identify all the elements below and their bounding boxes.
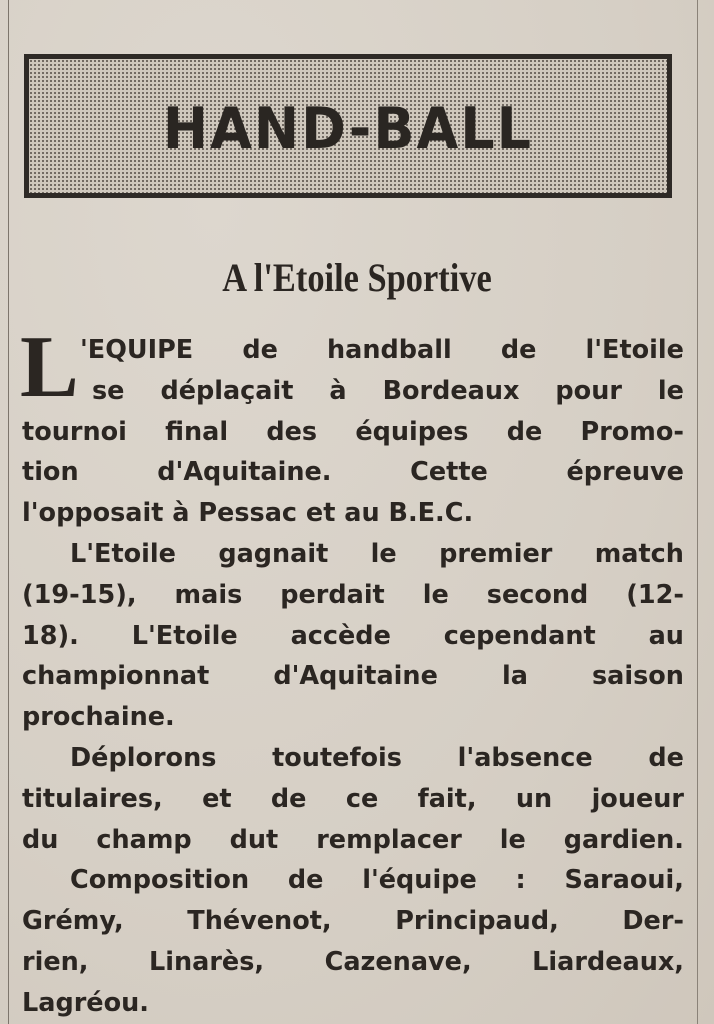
article-word: saison <box>591 661 684 692</box>
article-word: et <box>202 783 232 814</box>
article-word: remplacer <box>316 824 462 855</box>
article-word: (12- <box>626 579 684 610</box>
article-line: prochaine. <box>22 702 175 733</box>
article-word: toutefois <box>272 742 402 773</box>
article-word: Principaud, <box>395 906 559 937</box>
article-word: tion <box>22 457 79 488</box>
article-word: le <box>499 824 526 855</box>
article-word: d'Aquitaine. <box>157 457 332 488</box>
article-word: Der- <box>622 906 684 937</box>
article-word: L'Etoile <box>131 620 238 651</box>
article-word: des <box>266 416 318 447</box>
article-line <box>22 656 684 697</box>
article-word: l'absence <box>457 742 593 773</box>
article-line <box>22 779 684 820</box>
article-word: Promo- <box>580 416 684 447</box>
article-word: l'équipe <box>362 865 477 896</box>
article-word: cependant <box>443 620 596 651</box>
article-word: handball <box>327 335 452 365</box>
article-word: (19-15), <box>22 579 137 610</box>
article-word: gardien. <box>563 824 684 855</box>
article-word: de <box>506 416 543 447</box>
article-word: au <box>648 620 684 651</box>
article-word: l'Etoile <box>585 335 684 365</box>
article-word: se <box>92 375 125 406</box>
article-word: Linarès, <box>148 946 265 977</box>
article-word: L'Etoile <box>70 538 176 569</box>
article-word: le <box>370 538 397 569</box>
article-word: épreuve <box>566 457 684 488</box>
article-word: Déplorons <box>70 742 217 773</box>
article-word: final <box>165 416 229 447</box>
article-line <box>22 534 684 575</box>
column-rule-right <box>697 0 698 1024</box>
article-word: champ <box>96 824 192 855</box>
article-word: Thévenot, <box>187 906 332 937</box>
article-word: le <box>657 375 684 406</box>
article-word: match <box>594 538 684 569</box>
article-word: dut <box>229 824 279 855</box>
article-word: tournoi <box>22 416 127 447</box>
article-word: de <box>287 865 324 896</box>
article-word: Grémy, <box>22 906 124 937</box>
article-headline: A l'Etoile Sportive <box>222 255 492 300</box>
article-word: à <box>329 375 347 406</box>
article-word: Liardeaux, <box>532 946 684 977</box>
article-line <box>22 412 684 453</box>
article-word: : <box>515 865 526 896</box>
article-word: Bordeaux <box>382 375 520 406</box>
article-word: titulaires, <box>22 783 163 814</box>
article-line <box>22 575 684 616</box>
article-word: de <box>648 742 684 773</box>
article-line <box>22 738 684 779</box>
article-body <box>20 319 684 1024</box>
article-word: 18). <box>22 620 79 651</box>
article-word: le <box>422 579 449 610</box>
article-word: rien, <box>22 946 89 977</box>
article-word: fait, <box>417 783 477 814</box>
article-word: de <box>270 783 307 814</box>
article-line <box>22 820 684 861</box>
article-line <box>22 860 684 901</box>
article-line <box>22 901 684 942</box>
article-word: accède <box>290 620 391 651</box>
column-rule-left <box>8 0 9 1024</box>
drop-cap: L <box>20 319 79 416</box>
article-line <box>22 942 684 983</box>
article-word: déplaçait <box>160 375 294 406</box>
article-word: de <box>500 335 537 365</box>
article-word: championnat <box>22 661 210 692</box>
article-word: joueur <box>591 783 684 814</box>
article-line: l'opposait à Pessac et au B.E.C. <box>22 498 474 529</box>
article-word: du <box>22 824 59 855</box>
article-word: 'EQUIPE <box>80 335 194 365</box>
section-title: HAND-BALL <box>162 94 534 162</box>
article-word: second <box>486 579 589 610</box>
article-word: Saraoui, <box>564 865 684 896</box>
section-title-box <box>24 54 672 198</box>
article-word: mais <box>174 579 243 610</box>
article-line <box>22 330 684 371</box>
article-word: perdait <box>280 579 385 610</box>
article-line: Lagréou. <box>22 987 149 1018</box>
article-line <box>22 616 684 657</box>
article-word: gagnait <box>218 538 329 569</box>
article-word: Cazenave, <box>324 946 472 977</box>
article-line <box>22 452 684 493</box>
article-word: de <box>242 335 278 365</box>
article-word: d'Aquitaine <box>273 661 438 692</box>
article-word: équipes <box>355 416 469 447</box>
article-word: pour <box>555 375 622 406</box>
article-word: ce <box>345 783 379 814</box>
article-word: premier <box>439 538 553 569</box>
article-word: Cette <box>410 457 488 488</box>
article-word: Composition <box>70 865 250 896</box>
article-word: un <box>515 783 553 814</box>
article-line <box>22 371 684 412</box>
article-word: la <box>501 661 528 692</box>
